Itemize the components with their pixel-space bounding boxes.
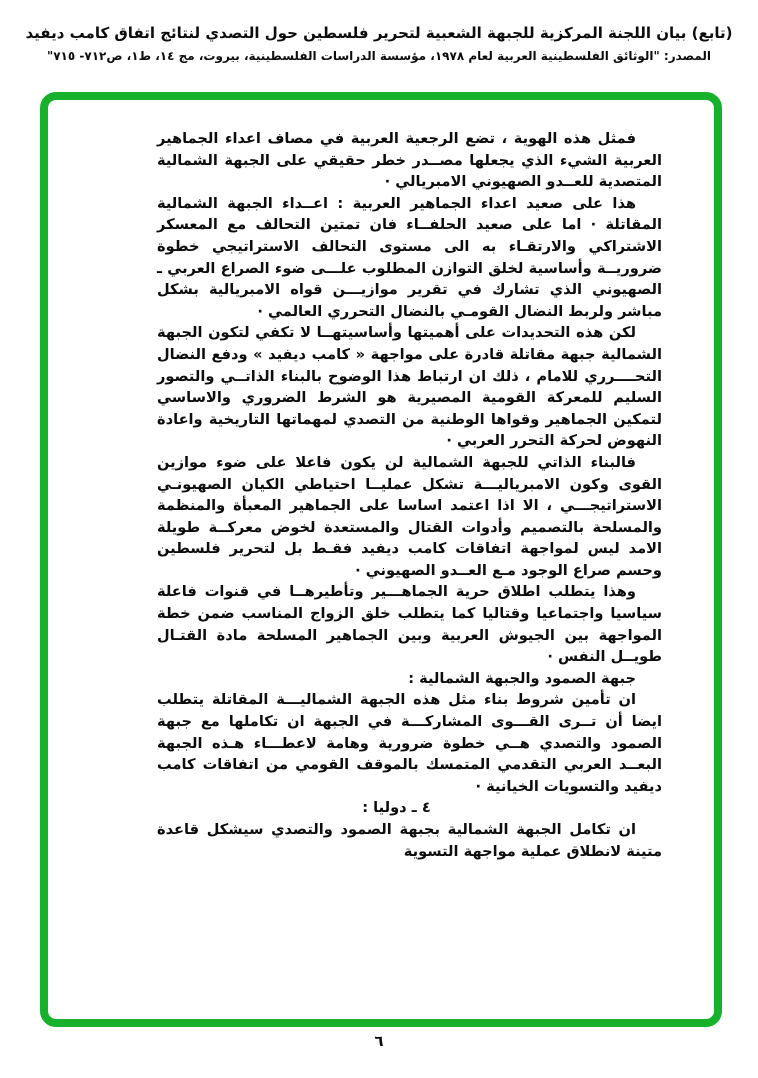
section-heading-steadfastness-front: جبهة الصمود والجبهة الشمالية : [408,669,636,687]
body-paragraph: هذا على صعيد اعداء الجماهير العربية : اعــداء الجبهة الشمالية المقاتلة · اما على صعيد الحلفــاء فان تمتين التحالف مع المعسكر الاشتراكي والارتقـاء به الى مستوى التحالف الاستراتيجي خطوة ضروريــة وأساسية لخلق التوازن المطلوب علـــى ضوء الصراع العربي ـ الصهيوني الذي تشارك في تقرير موازيـــن قواه الامبريالية بشكل مباشر ولربط النضال القومـي بالنضال التحرري العالمي · [157,194,662,320]
body-paragraph: فالبناء الذاتي للجبهة الشمالية لن يكون فاعلا على ضوء موازين القوى وكون الامبرياليـــة تشكل عمليــا احتياطي الكيان الصهيونـي الاستراتيجـــي ، الا اذا اعتمد اساسا على الجماهير المعبأة والمنظمة والمسلحة بالتصميم وأدوات القتال والمستعدة لخوض معركــة طويلة الامد ليس لمواجهة اتفاقات كامب ديفيد فقـط بل لتحرير فلسطين وحسم صراع الوجود مـع العــدو الصهيوني · [157,453,662,579]
body-paragraph: ان تأمين شروط بناء مثل هذه الجبهة الشماليـــة المقاتلة يتطلب ايضا أن تــرى القـــوى المشاركـــة في الجبهة ان تكاملها مع جبهة الصمود والتصدي هــي خطوة ضرورية وهامة لاعطـــاء هـذه الجبهة البعــد العربي التقدمي المتمسك بالموقف القومي من اتفاقات كامب ديفيد والتسويات الخيانية · [157,691,662,795]
body-paragraph: فمثل هذه الهوية ، تضع الرجعية العربية في مصاف اعداء الجماهير العربية الشيء الذي يجعلها مصــدر خطر حقيقي على الجبهة الشمالية المتصدية للعــدو الصهيوني الامبريالي · [157,130,662,191]
body-paragraph: وهذا يتطلب اطلاق حرية الجماهـــير وتأطيرهــا في قنوات فاعلة سياسيا واجتماعيا وقتاليا كما يتطلب خلق الزواج المناسب ضمن خطة المواجهة بين الجيوش العربية وبين الجماهير المسلحة مادة القتـال طويــل النفس · [157,583,662,666]
page-number: ٦ [374,1032,384,1050]
body-paragraph: لكن هذه التحديدات على أهميتها وأساسيتهــا لا تكفي لتكون الجبهة الشمالية جبهة مقاتلة قادرة على مواجهة « كامب ديفيد » ودفع النضال التحــــرري للامام ، ذلك ان ارتباط هذا الوضوح بالبناء الذاتــي والتصور السليم للمعركة القومية المصيرية هو الشرط الضروري والاساسي لتمكين الجماهير وقواها الوطنية من التصدي لمهماتها التاريخية واعادة النهوض لحركة التحرر العربي · [157,324,662,450]
document-title: (تابع) بيان اللجنة المركزية للجبهة الشعبية لتحرير فلسطين حول التصدي لنتائج اتفاق كامب ديفيد [25,24,733,42]
section-heading-internationally: ٤ ـ دوليا : [362,799,431,817]
body-text-column [157,128,662,862]
body-paragraph: ان تكامل الجبهة الشمالية بجبهة الصمود والتصدي سيشكل قاعدة متينة لانطلاق عملية مواجهة التسوية [157,821,662,860]
green-border-frame [40,92,722,1027]
document-source-citation: المصدر: "الوثائق الفلسطينية العربية لعام ١٩٧٨، مؤسسة الدراسات الفلسطينية، بيروت، مج ١٤، ط١، ص٧١٢- ٧١٥" [46,49,712,63]
document-header [0,24,758,63]
